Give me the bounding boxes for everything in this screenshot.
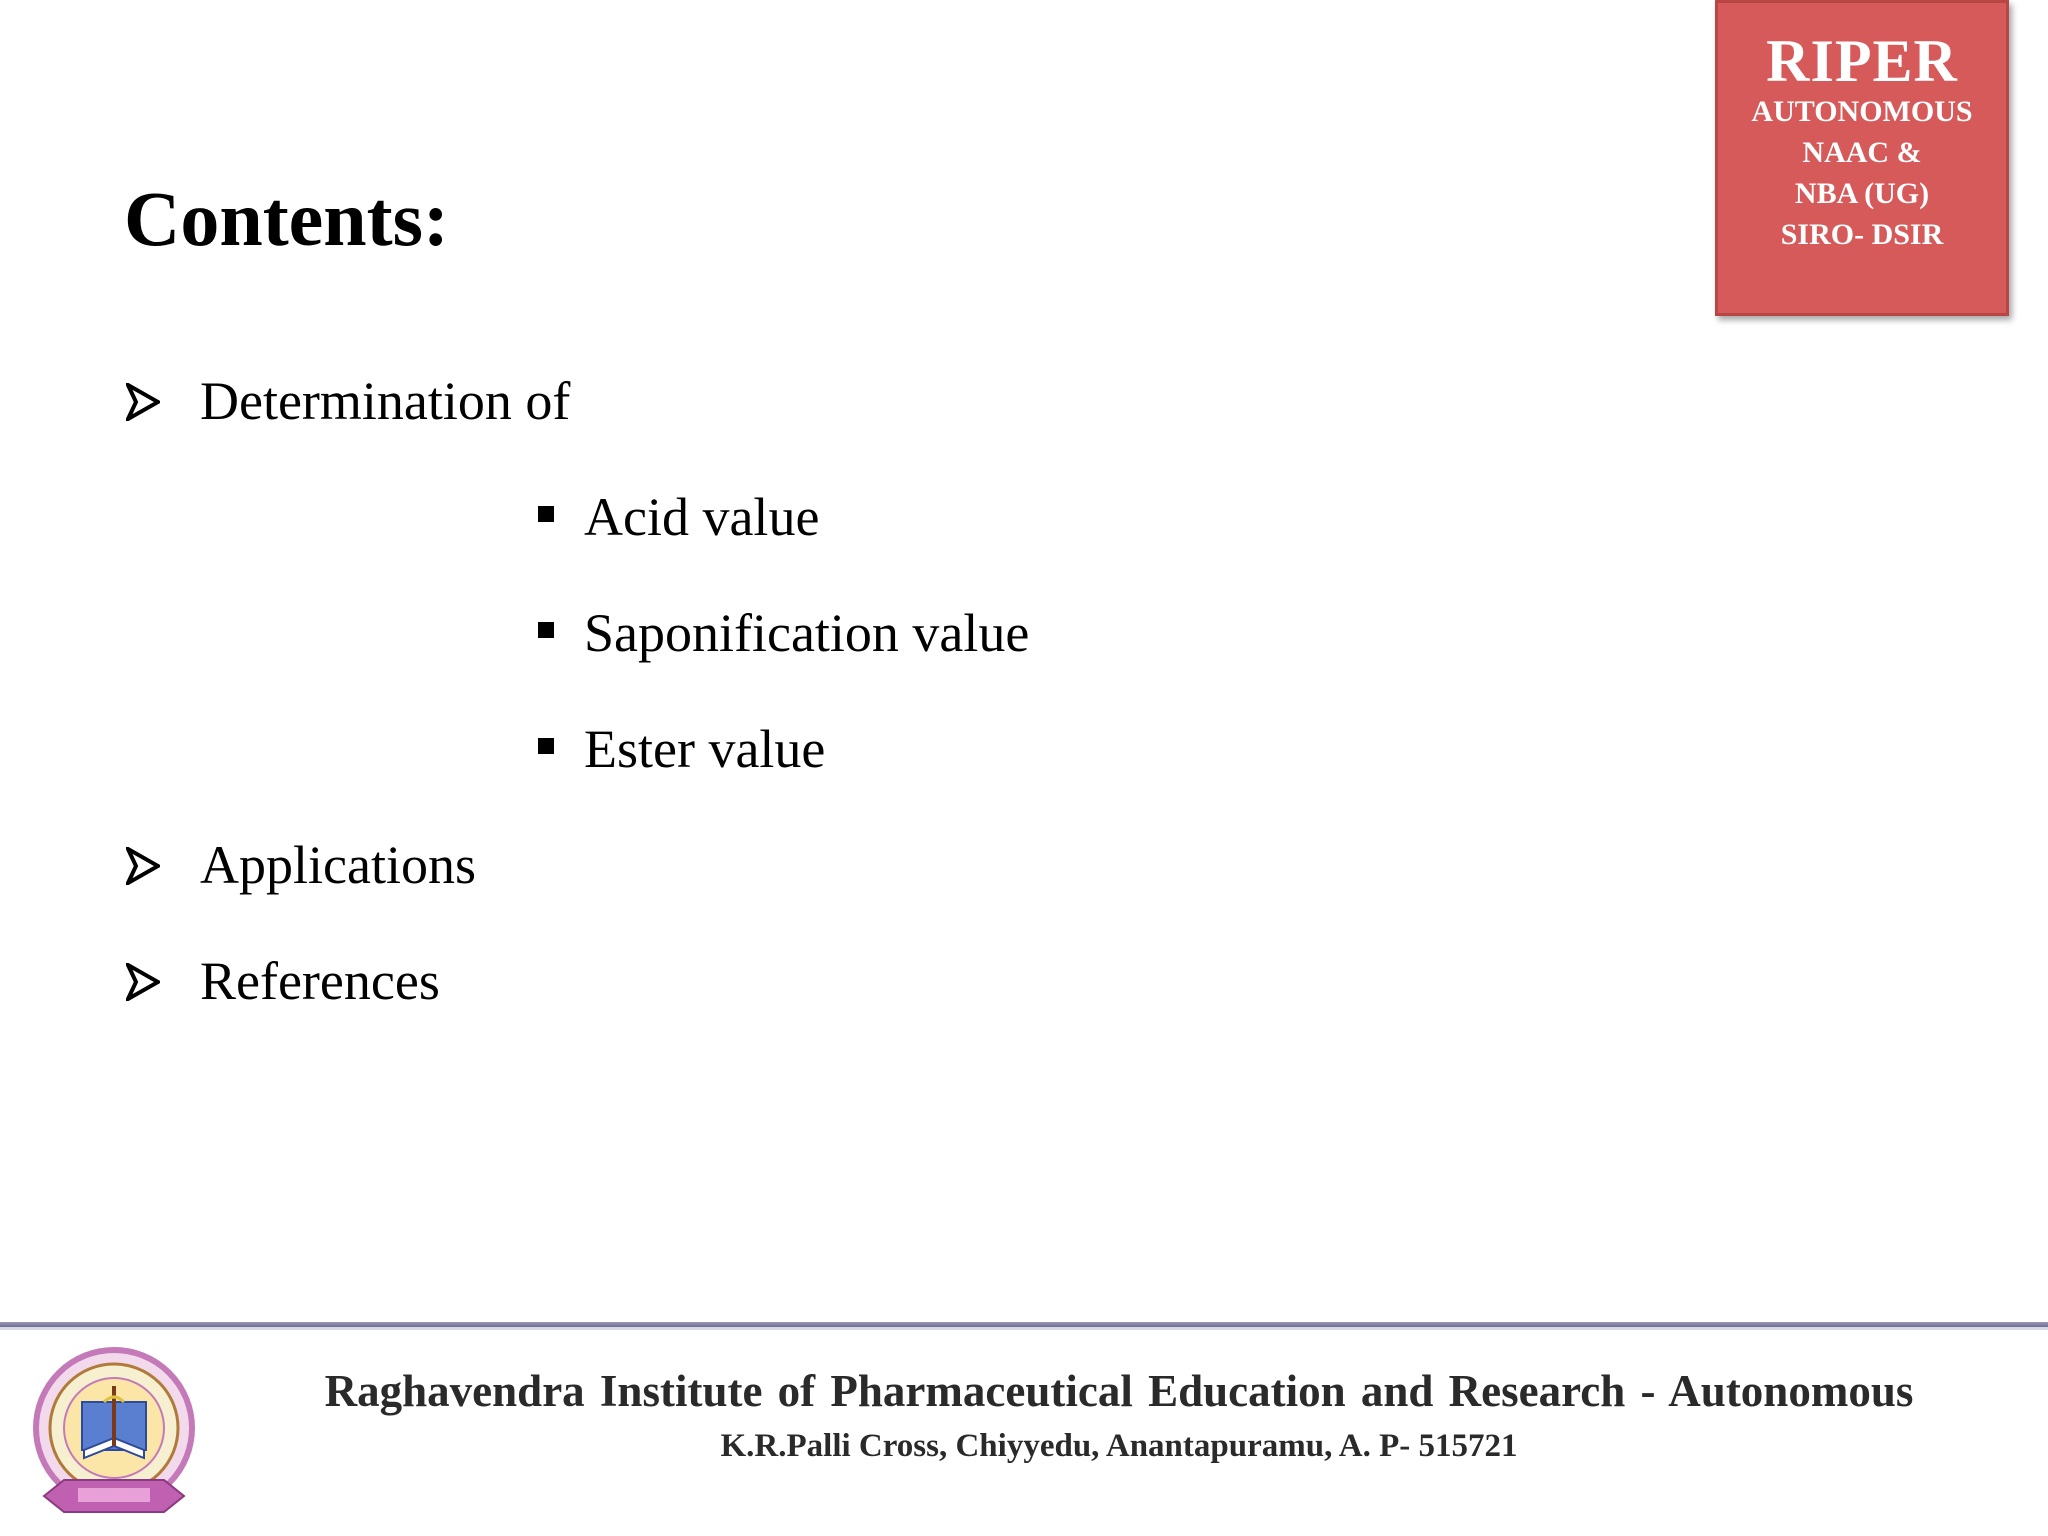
footer-divider-shadow (0, 1327, 2048, 1330)
list-item-saponification-value: Saponification value (584, 603, 1030, 663)
badge-title: RIPER (1766, 28, 1958, 94)
institution-seal-icon (24, 1346, 204, 1526)
slide-title: Contents: (124, 175, 449, 262)
badge-line-naac: NAAC & (1802, 136, 1922, 169)
footer-institution-name: Raghavendra Institute of Pharmaceutical Education and Research - Autonomous (324, 1366, 1914, 1416)
square-bullet-icon (538, 506, 554, 522)
list-item-references: References (200, 951, 440, 1011)
square-bullet-icon (538, 622, 554, 638)
arrow-bullet-icon (126, 963, 160, 1001)
arrow-bullet-icon (126, 383, 160, 421)
footer-address: K.R.Palli Cross, Chiyyedu, Anantapuramu, A. P- 515721 (720, 1428, 1518, 1464)
list-item-determination: Determination of (200, 371, 571, 431)
arrow-bullet-icon (126, 847, 160, 885)
badge-line-autonomous: AUTONOMOUS (1751, 95, 1973, 128)
square-bullet-icon (538, 738, 554, 754)
riper-badge (1715, 0, 2009, 316)
list-item-ester-value: Ester value (584, 719, 826, 779)
badge-line-nba: NBA (UG) (1794, 177, 1930, 210)
list-item-applications: Applications (200, 835, 476, 895)
list-item-acid-value: Acid value (584, 487, 820, 547)
badge-line-siro: SIRO- DSIR (1780, 218, 1944, 251)
